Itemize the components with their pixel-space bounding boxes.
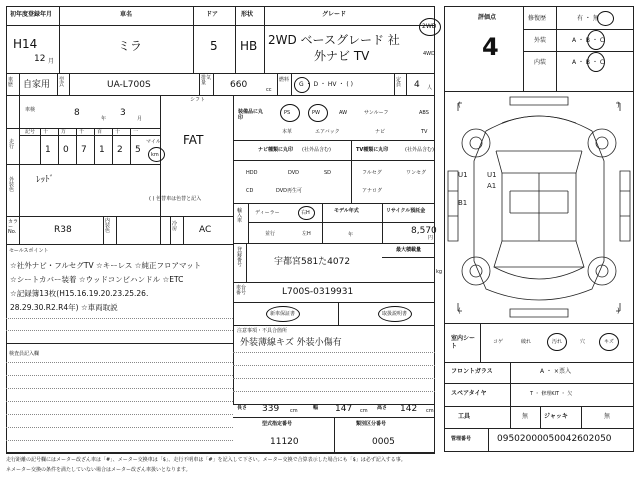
front-glass-value: A ・ ×票入 — [540, 368, 571, 375]
mileage-digit-header: 十 — [115, 129, 121, 135]
reg-year-label: 初年度登録年月 — [10, 11, 53, 18]
tv-option: アナログ — [362, 188, 383, 194]
sheet-option: キズ — [604, 339, 614, 345]
repair-selected-circle — [597, 11, 614, 26]
mileage-digit-header: 記号 — [25, 129, 36, 135]
sales-point-line: ☆シートカバー装着 ☆ウッドコンビハンドル ☆ETC — [10, 275, 184, 284]
exterior-label: 外装 — [534, 37, 547, 44]
navi-label-note: (社外品含む) — [302, 147, 331, 153]
height-value: 142 — [400, 404, 418, 414]
recycle-label: リサイクル預託金 — [386, 208, 426, 214]
interior-color-label: 内装色 — [105, 218, 111, 234]
jack-value: 無 — [604, 413, 611, 420]
car-damage-diagram — [444, 91, 634, 323]
model-label: 車名 — [120, 11, 133, 18]
mileage-unit-mile: マイル — [146, 139, 161, 145]
width-value: 147 — [335, 404, 353, 414]
tv-label-note: (社外品含む) — [405, 147, 434, 153]
inspector-ruled-line — [6, 388, 233, 389]
color-code-label: カラーNo. — [8, 219, 19, 235]
shift-label: シフト — [190, 97, 206, 103]
height-unit: cm — [426, 408, 434, 414]
cap-label: 定員 — [396, 77, 402, 88]
inspector-ruled-line — [6, 362, 233, 363]
inspection-year-unit: 年 — [101, 116, 107, 122]
footer-line2: ネメーター交換の条件を満たしていない場合はメーター改ざん車扱いとなります。 — [6, 467, 191, 473]
inspection-label: 車検 — [25, 107, 36, 113]
navi-option: HDD — [246, 170, 258, 176]
use-label: 車歴 — [8, 77, 14, 88]
type-label: 型式 — [59, 77, 65, 88]
inspection-month-unit: 月 — [137, 116, 143, 122]
interior-options: A ・ B ・ C — [572, 59, 605, 66]
sales-point-line: ☆社外ナビ・フルセグTV ☆キーレス ☆純正フロアマット — [10, 261, 202, 270]
management-value: 09502000050042602050 — [497, 434, 612, 444]
sales-point-line: ☆記録簿13枚(H15.16.19.20.23.25.26. — [10, 289, 149, 298]
mileage-divider — [76, 128, 77, 164]
mileage-digit-header: 十 — [43, 129, 49, 135]
model-year-unit: 年 — [348, 232, 354, 238]
manual-option: 新車保証書 — [270, 311, 296, 317]
displacement: 660 — [230, 80, 248, 90]
length-unit: cm — [290, 408, 298, 414]
capacity: 4 — [414, 80, 420, 90]
equipment-item: AW — [339, 110, 348, 116]
equipment-item: サンルーフ — [364, 110, 389, 116]
score-label: 評価点 — [478, 14, 497, 21]
notes-ruled-line — [233, 365, 435, 366]
spare-tire-value: T ・ 修理KIT ・ 欠 — [530, 391, 573, 397]
model-no-value: 11120 — [270, 437, 299, 447]
tv-option: フルセグ — [362, 170, 382, 176]
model-value: ミラ — [118, 39, 143, 53]
equipment-item: TV — [421, 129, 428, 135]
tools-label: 工具 — [458, 413, 471, 420]
color-value: ﾚｯﾄﾞ — [36, 175, 55, 185]
tv-option: ワンセグ — [406, 170, 427, 176]
inspector-ruled-line — [6, 414, 233, 415]
mileage-digit-header: 万 — [61, 129, 67, 135]
notes-ruled-line — [233, 352, 435, 353]
fuel-label: 燃料 — [279, 77, 290, 83]
shift-value: FAT — [183, 133, 204, 147]
sales-point-line: 28.29.30.R2.R4年) ☆車両取説 — [10, 303, 118, 312]
reg-month: 12 — [34, 54, 46, 64]
width-label: 幅 — [313, 405, 319, 411]
interior-label: 内装 — [534, 59, 547, 66]
drive-4wd: 4WD — [423, 51, 435, 57]
doors-label: ドア — [206, 11, 218, 18]
ac-label: 冷房 — [172, 221, 178, 232]
recycle-unit: 円 — [428, 235, 434, 241]
max-load-label: 最大積載量 — [396, 247, 422, 253]
chassis-value: L700S-0319931 — [282, 287, 354, 297]
width-unit: cm — [360, 408, 368, 414]
mileage-digit: 1 — [99, 145, 105, 155]
footer-line1: 走行距離の記号欄にはメーター改ざん車は「#」、メーター交換車は「$」、走行不明車は「#」を記入して下さい。メーター交換で合算表示した場合にも「$」は必ず記入する事。 — [6, 457, 406, 463]
grade-line1: 2WD ベースグレード 社 — [268, 33, 400, 47]
sheet-option: 破れ — [521, 339, 532, 345]
equipment-item: ABS — [419, 110, 429, 116]
mileage-divider — [112, 128, 113, 164]
management-label: 管理番号 — [451, 436, 472, 442]
navi-label: ナビ種類に丸印 — [258, 147, 294, 153]
drive-2wd: 2WD — [422, 23, 437, 30]
inspector-ruled-line — [6, 440, 233, 441]
interior-sheet-label: 室内シート — [451, 335, 476, 350]
mileage-digit-header: 千 — [79, 129, 85, 135]
equipment-item: 本革 — [282, 129, 293, 135]
notes-value: 外装薄線キズ 外装小傷有 — [240, 338, 342, 348]
ac-value: AC — [199, 225, 212, 235]
import-dealer: ディーラー — [255, 210, 280, 216]
registration-label: 登録番号 — [237, 247, 243, 268]
inspection-month: 3 — [120, 108, 126, 118]
manual2-option: 取扱説明書 — [382, 311, 408, 317]
mileage-divider — [130, 128, 131, 164]
svg-text:(: ( — [458, 101, 461, 109]
mileage-digit-header: 百 — [97, 129, 103, 135]
mark-u1b: U1 — [487, 171, 497, 179]
mileage-digit-header: 一 — [133, 129, 139, 135]
import-right: 右H — [301, 210, 310, 216]
mark-b1: B1 — [458, 199, 468, 207]
front-glass-label: フロントガラス — [451, 368, 493, 375]
mileage-label: 走行 — [9, 139, 15, 150]
svg-text:): ) — [617, 307, 620, 315]
inspection-year: 8 — [74, 108, 80, 118]
color-code-value: R38 — [54, 225, 72, 235]
equipment-item: エアバック — [315, 129, 340, 135]
color-note: ( ) 色替車は色替と記入 — [149, 196, 202, 202]
cap-unit: 人 — [427, 85, 433, 91]
inspector-ruled-line — [6, 401, 233, 402]
import-left: 左H — [302, 231, 311, 237]
equipment-item: PS — [284, 110, 291, 116]
model-year-label: モデル年式 — [334, 208, 359, 214]
length-value: 339 — [262, 404, 280, 414]
notes-label: 注意事項・不具合箇所 — [237, 328, 288, 334]
spare-tire-label: スペアタイヤ — [451, 390, 487, 397]
equipment-label: 装備品に丸印 — [238, 109, 264, 121]
grade-line2: 外ナビ TV — [314, 49, 370, 63]
tv-label: TV種類に丸印 — [356, 147, 389, 153]
length-label: 長さ — [237, 405, 248, 411]
class-no-value: 0005 — [372, 437, 395, 447]
sheet-option: 汚れ — [552, 339, 563, 345]
mileage-digit: 1 — [45, 145, 51, 155]
repair-options: 有 ・ 無 — [577, 15, 599, 22]
mileage-digit: 7 — [81, 145, 87, 155]
sheet-option: 穴 — [580, 339, 586, 345]
navi-option: DVD — [288, 170, 300, 176]
registration-value: 宇都宮581た4072 — [274, 257, 351, 267]
mark-u1: U1 — [458, 171, 468, 179]
import-parallel: 並行 — [265, 231, 276, 237]
mark-a1: A1 — [487, 182, 497, 190]
body-label: 形状 — [241, 11, 254, 18]
inspector-ruled-line — [6, 427, 233, 428]
type-value: UA-L700S — [107, 80, 151, 90]
inspector-ruled-line — [6, 375, 233, 376]
height-label: 高さ — [377, 405, 388, 411]
doors-value: 5 — [210, 39, 218, 53]
mileage-divider — [40, 128, 41, 164]
model-no-label: 型式指定番号 — [262, 421, 293, 427]
mileage-divider — [94, 128, 95, 164]
exterior-options: A ・ B ・ C — [572, 37, 605, 44]
jack-label: ジャッキ — [544, 413, 568, 420]
equipment-item: ナビ — [375, 129, 386, 135]
notes-ruled-line — [233, 378, 435, 379]
navi-option: SD — [324, 170, 332, 176]
svg-text:): ) — [617, 101, 620, 109]
score-value: 4 — [482, 33, 499, 61]
grade-label: グレード — [322, 11, 347, 18]
mileage-digit: 0 — [63, 145, 69, 155]
disp-label: 排気量 — [201, 75, 212, 86]
inspector-label: 検査員記入欄 — [9, 351, 40, 357]
notes-ruled-line — [233, 391, 435, 392]
mileage-digit: 5 — [135, 145, 141, 155]
fuel-options: G ・ D ・ HV ・ ( ) — [299, 81, 353, 88]
navi-option: DVD再生可 — [276, 188, 303, 194]
color-label: 外装色 — [9, 177, 15, 193]
class-no-label: 類別区分番号 — [356, 421, 387, 427]
svg-text:(: ( — [458, 307, 461, 315]
sales-points-label: セールスポイント — [9, 248, 49, 254]
body-value: HB — [240, 39, 258, 53]
cc-unit: cc — [266, 87, 272, 93]
reg-month-unit: 月 — [48, 58, 55, 65]
navi-option: CD — [246, 188, 254, 194]
max-load-unit: kg — [436, 269, 443, 275]
mileage-digit: 2 — [117, 145, 123, 155]
reg-year: H14 — [13, 37, 38, 51]
chassis-label: 車台番号 — [236, 285, 247, 296]
equipment-item: PW — [312, 110, 320, 116]
sheet-option: コゲ — [493, 339, 504, 345]
use-value: 自家用 — [23, 80, 51, 90]
import-label: 輸入車 — [237, 208, 243, 224]
tools-value: 無 — [522, 413, 529, 420]
repair-label: 修復歴 — [528, 15, 547, 22]
mileage-divider — [58, 128, 59, 164]
recycle-value: 8,570 — [411, 226, 437, 236]
mileage-unit-km: km — [151, 152, 159, 158]
